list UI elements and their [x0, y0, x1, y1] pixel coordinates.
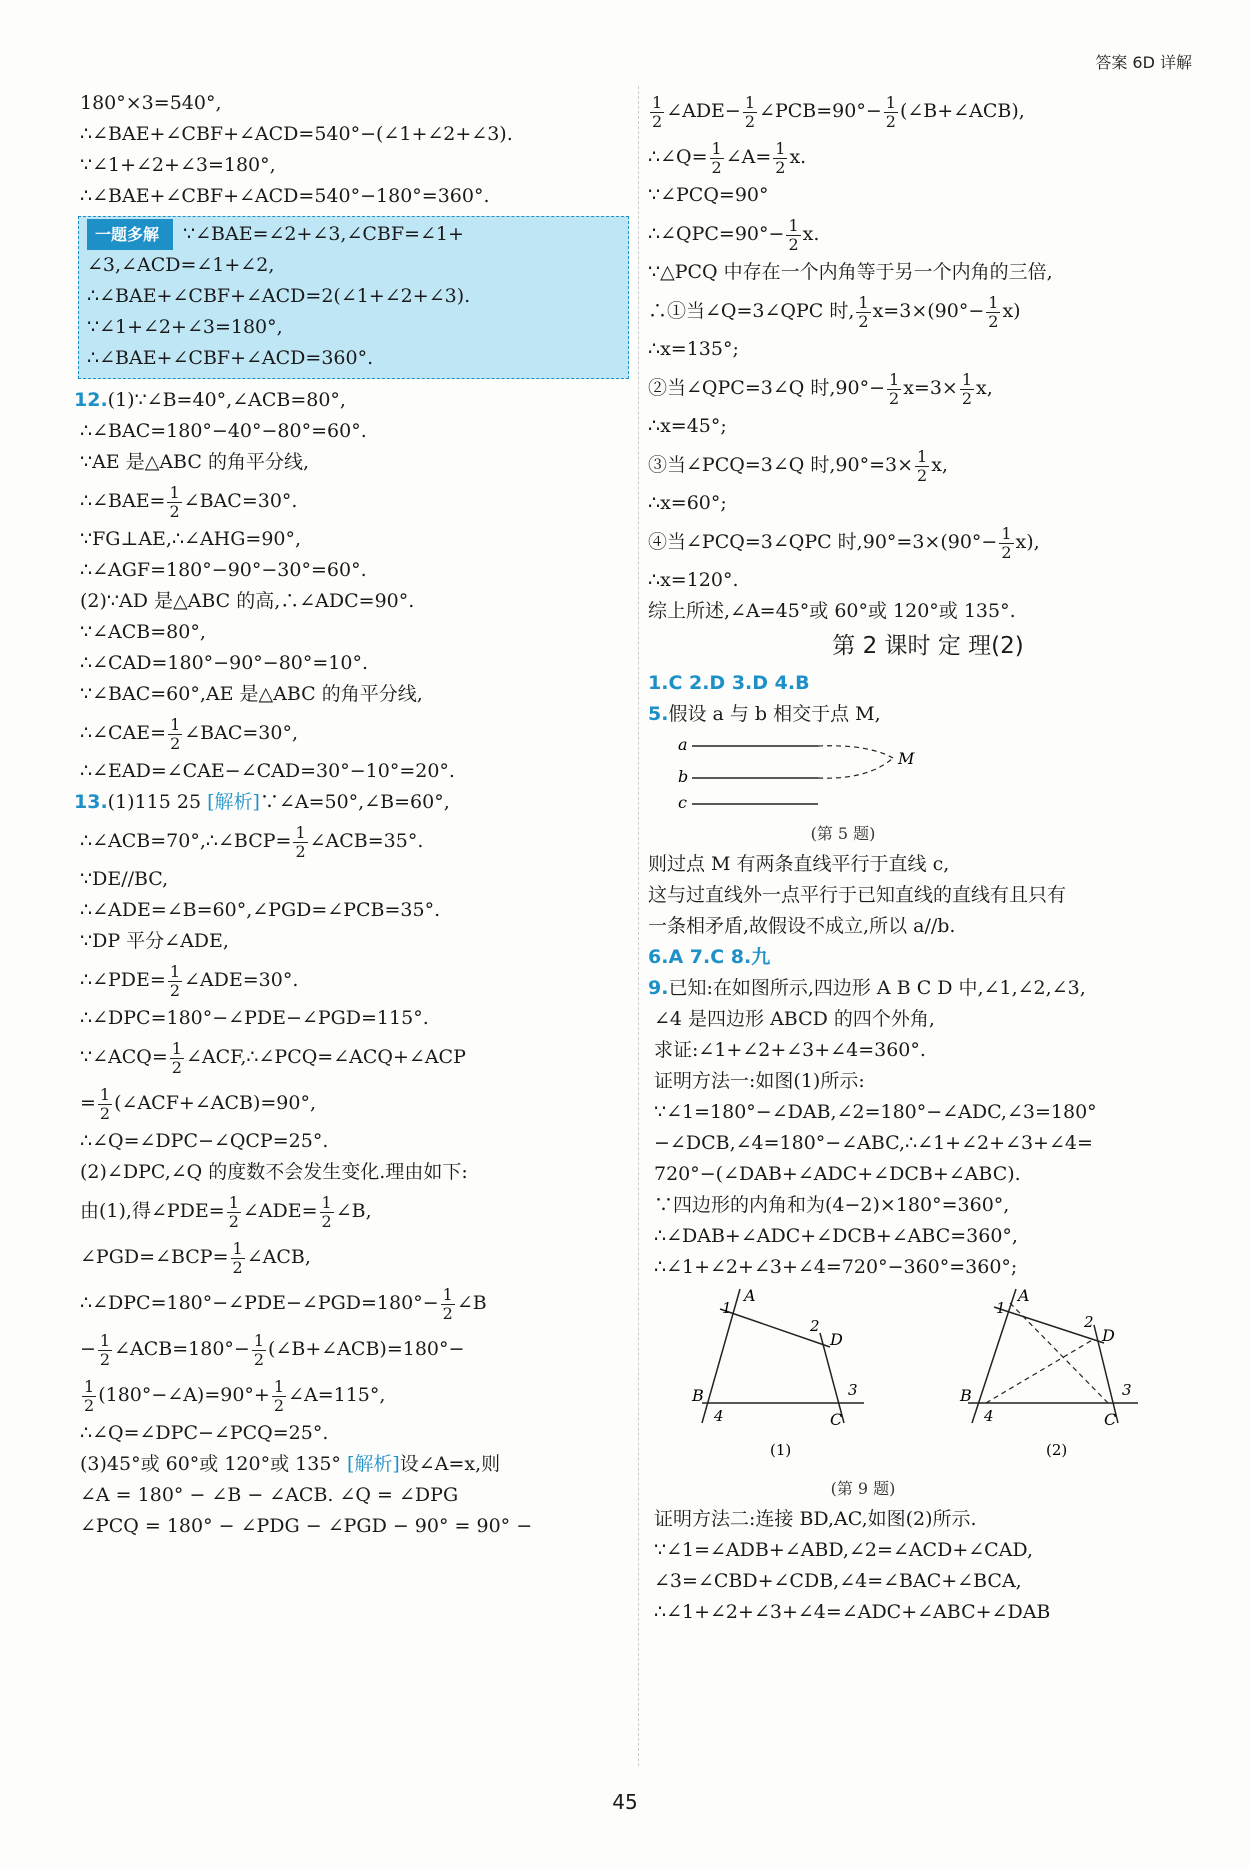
fraction: $\frac{1}{2}$: [232, 1238, 243, 1277]
svg-text:A: A: [1018, 1286, 1030, 1305]
question-number: 13.: [74, 791, 108, 813]
math-line: ④当∠PCQ=3∠QPC 时,90°=3×(90°− $\frac{1}{2}$ x),: [648, 523, 1040, 562]
text-line: ∵AE 是△ABC 的角平分线,: [80, 451, 309, 473]
page-number: 45: [612, 1790, 638, 1814]
fraction: $\frac{1}{2}$: [228, 1192, 239, 1231]
fig5-label-a: a: [678, 735, 688, 754]
fraction: $\frac{1}{2}$: [169, 961, 181, 1000]
text-line: ∵四边形的内角和为(4−2)×180°=360°,: [654, 1194, 1010, 1216]
text-line: ∵DP 平分∠ADE,: [80, 930, 229, 952]
text-line: ∴∠Q=∠DPC−∠PCQ=25°.: [80, 1422, 329, 1444]
text-line: ∴∠BAC=180°−40°−80°=60°.: [80, 420, 367, 442]
text-line: ∴x=60°;: [648, 492, 727, 514]
analysis-tag: [解析]: [346, 1453, 400, 1475]
figure-caption: (第 5 题): [810, 824, 876, 843]
question-number: 9.: [648, 977, 669, 999]
text-line: ∠4 是四边形 ABCD 的四个外角,: [654, 1008, 935, 1030]
math-line: ②当∠QPC=3∠Q 时,90°− $\frac{1}{2}$ x=3× $\frac{1}{2}$ x,: [648, 369, 993, 408]
analysis-tag: [解析]: [207, 791, 260, 813]
fraction: $\frac{1}{2}$: [99, 1330, 111, 1369]
math-line: ③当∠PCQ=3∠Q 时,90°=3× $\frac{1}{2}$ x,: [648, 446, 948, 485]
fig9-sub-2: (2): [1046, 1441, 1068, 1459]
text-line: ∴∠BAE+∠CBF+∠ACD=2(∠1+∠2+∠3).: [87, 285, 471, 307]
svg-text:B: B: [692, 1386, 704, 1405]
text-line: 720°−(∠DAB+∠ADC+∠DCB+∠ABC).: [654, 1163, 1021, 1185]
svg-text:C: C: [1104, 1410, 1117, 1429]
text-line: ∠A = 180° − ∠B − ∠ACB. ∠Q = ∠DPG: [80, 1484, 459, 1506]
svg-text:1: 1: [996, 1299, 1006, 1317]
text-line: ∴x=135°;: [648, 338, 739, 360]
math-line: ∠PGD=∠BCP= $\frac{1}{2}$ ∠ACB,: [80, 1238, 311, 1277]
figure-5: [648, 730, 1208, 808]
svg-text:B: B: [960, 1386, 972, 1405]
svg-text:1: 1: [722, 1299, 732, 1317]
svg-text:2: 2: [1084, 1313, 1094, 1331]
fraction: $\frac{1}{2}$: [171, 1038, 182, 1077]
fraction: $\frac{1}{2}$: [321, 1192, 332, 1231]
text-line: ∵∠BAC=60°,AE 是△ABC 的角平分线,: [80, 683, 423, 705]
text-line: ∴∠BAE+∠CBF+∠ACD=540°−180°=360°.: [80, 185, 490, 207]
text-line: ∴∠DPC=180°−∠PDE−∠PGD=115°.: [80, 1007, 429, 1029]
text-line: ∵FG⊥AE,∴∠AHG=90°,: [80, 528, 302, 550]
text-line: ∵∠1=∠ADB+∠ABD,∠2=∠ACD+∠CAD,: [654, 1539, 1034, 1561]
question-number: 5.: [648, 703, 669, 725]
fraction: $\frac{1}{2}$: [295, 822, 306, 861]
text-line: ∴∠CAD=180°−90°−80°=10°.: [80, 652, 369, 674]
math-line: $\frac{1}{2}$ (180°−∠A)=90°+ $\frac{1}{2}$ ∠A=115°,: [84, 1376, 386, 1415]
fraction: $\frac{1}{2}$: [273, 1376, 285, 1415]
fraction: $\frac{1}{2}$: [858, 292, 869, 331]
fraction: $\frac{1}{2}$: [711, 138, 722, 177]
fraction: $\frac{1}{2}$: [889, 369, 900, 408]
fraction: $\frac{1}{2}$: [988, 292, 999, 331]
left-column: 180°×3=540°, ∴∠BAE+∠CBF+∠ACD=540°−(∠1+∠2+∠3). ∵∠1+∠2+∠3=180°, ∴∠BAE+∠CBF+∠ACD=540°−180°=360°. 一题多解 ∵∠BAE=∠2+∠3,∠CBF=∠1+ ∠3,∠ACD=∠1+∠2, ∴∠BAE+∠CBF+∠ACD=2(∠1+∠2+∠3). ∵∠1+∠2+∠3=180°, ∴∠BAE+∠CBF+∠ACD=360°. 12.(1)∵∠B=40°,∠ACB=80°, ∴∠BAC=180°−40°−80°=60°. ∵AE 是△ABC 的角平分线, ∴∠BAE= $\frac{1}{2}$ ∠BAC=30°. ∵FG⊥AE,∴∠AHG=90°, ∴∠AGF=180°−90°−30°=60°. (2)∵AD 是△ABC 的高,∴∠ADC=90°. ∵∠ACB=80°, ∴∠CAD=180°−90°−80°=10°. ∵∠BAC=60°,AE 是△ABC 的角平分线, ∴∠CAE= $\frac{1}{2}$ ∠BAC=30°, ∴∠EAD=∠CAE−∠CAD=30°−10°=20°. 13.(1)115 25 [解析]∵∠A=50°,∠B=60°, ∴∠ACB=70°,∴∠BCP= $\frac{1}{2}$ ∠ACB=35°. ∵DE//BC, ∴∠ADE=∠B=60°,∠PGD=∠PCB=35°. ∵DP 平分∠ADE, ∴∠PDE= $\frac{1}{2}$ ∠ADE=30°. ∴∠DPC=180°−∠PDE−∠PGD=115°. ∵∠ACQ= $\frac{1}{2}$ ∠ACF,∴∠PCQ=∠ACQ+∠ACP = $\frac{1}{2}$ (∠ACF+∠ACB)=90°, ∴∠Q=∠DPC−∠QCP=25°. (2)∠DPC,∠Q 的度数不会发生变化.理由如下: 由(1),得∠PDE= $\frac{1}{2}$ ∠ADE= $\frac{1}{2}$ ∠B, ∠PGD=∠BCP= $\frac{1}{2}$ ∠ACB, ∴∠DPC=180°−∠PDE−∠PGD=180°− $\frac{1}{2}$ ∠B − $\frac{1}{2}$ ∠ACB=180°− $\frac{1}{2}$ (∠B+∠ACB)=180°− $\frac{1}{2}$ (180°−∠A)=90°+ $\frac{1}{2}$ ∠A=115°, ∴∠Q=∠DPC−∠PCQ=25°. (3)45°或 60°或 120°或 135° [解析]设∠A=x,则 ∠A = 180° − ∠B − ∠ACB. ∠Q = ∠DPG ∠PCQ = 180° − ∠PDG − ∠PGD − 90° = 90° −: [74, 88, 629, 1542]
fig9-quad-2: [959, 1286, 1138, 1429]
text-line: ∵∠ACB=80°,: [80, 621, 206, 643]
text-line: ∴∠EAD=∠CAE−∠CAD=30°−10°=20°.: [80, 760, 455, 782]
svg-text:4: 4: [714, 1407, 724, 1425]
math-line: $\frac{1}{2}$ ∠ADE− $\frac{1}{2}$ ∠PCB=90°− $\frac{1}{2}$ (∠B+∠ACB),: [652, 92, 1025, 131]
fraction: $\frac{1}{2}$: [99, 1084, 111, 1123]
fraction: $\frac{1}{2}$: [253, 1330, 265, 1369]
text-line: 证明方法一:如图(1)所示:: [654, 1070, 865, 1092]
text-line: −∠DCB,∠4=180°−∠ABC,∴∠1+∠2+∠3+∠4=: [654, 1132, 1093, 1154]
text-line: 综上所述,∠A=45°或 60°或 120°或 135°.: [648, 600, 1016, 622]
svg-text:D: D: [830, 1330, 843, 1349]
math-line: ∴∠PDE= $\frac{1}{2}$ ∠ADE=30°.: [80, 961, 299, 1000]
fraction: $\frac{1}{2}$: [170, 714, 181, 753]
text-line: ∵∠BAE=∠2+∠3,∠CBF=∠1+: [183, 223, 464, 245]
fraction: $\frac{1}{2}$: [1001, 523, 1012, 562]
lesson-heading: 第 2 课时 定 理(2): [832, 633, 1024, 659]
fraction: $\frac{1}{2}$: [744, 92, 756, 131]
text-line: ∵∠1+∠2+∠3=180°,: [80, 154, 276, 176]
text-line: ∴∠ADE=∠B=60°,∠PGD=∠PCB=35°.: [80, 899, 441, 921]
math-line: ∴①当∠Q=3∠QPC 时, $\frac{1}{2}$ x=3×(90°− $\frac{1}{2}$ x): [648, 292, 1021, 331]
math-line: ∴∠Q= $\frac{1}{2}$ ∠A= $\frac{1}{2}$ x.: [648, 138, 807, 177]
text-line: ∵∠PCQ=90°: [648, 184, 769, 206]
alt-solution-tag: 一题多解: [87, 219, 173, 250]
svg-text:2: 2: [810, 1317, 820, 1335]
math-line: ∴∠BAE= $\frac{1}{2}$ ∠BAC=30°.: [80, 482, 298, 521]
text-line: (2)∠DPC,∠Q 的度数不会发生变化.理由如下:: [80, 1161, 468, 1183]
column-divider: [638, 86, 639, 1766]
text-line: ∠3=∠CBD+∠CDB,∠4=∠BAC+∠BCA,: [654, 1570, 1022, 1592]
svg-text:4: 4: [984, 1407, 994, 1425]
math-line: ∴∠QPC=90°− $\frac{1}{2}$ x.: [648, 215, 820, 254]
question-number: 12.: [74, 389, 108, 411]
svg-text:3: 3: [1122, 1381, 1132, 1399]
text-line: ∵DE//BC,: [80, 868, 169, 890]
fig5-label-c: c: [678, 793, 687, 808]
fig9-sub-1: (1): [770, 1441, 792, 1459]
fraction: $\frac{1}{2}$: [917, 446, 928, 485]
svg-text:C: C: [830, 1410, 843, 1429]
svg-text:3: 3: [848, 1381, 858, 1399]
fraction: $\frac{1}{2}$: [442, 1284, 453, 1323]
math-line: ∴∠ACB=70°,∴∠BCP= $\frac{1}{2}$ ∠ACB=35°.: [80, 822, 424, 861]
right-column: $\frac{1}{2}$ ∠ADE− $\frac{1}{2}$ ∠PCB=90°− $\frac{1}{2}$ (∠B+∠ACB), ∴∠Q= $\frac{1}{2}$ ∠A= $\frac{1}{2}$ x. ∵∠PCQ=90° ∴∠QPC=90°− $\frac{1}{2}$ x. ∵△PCQ 中存在一个内角等于另一个内角的三倍, ∴①当∠Q=3∠QPC 时, $\frac{1}{2}$ x=3×(90°− $\frac{1}{2}$ x) ∴x=135°; ②当∠QPC=3∠Q 时,90°− $\frac{1}{2}$ x=3× $\frac{1}{2}$ x, ∴x=45°; ③当∠PCQ=3∠Q 时,90°=3× $\frac{1}{2}$ x, ∴x=60°; ④当∠PCQ=3∠QPC 时,90°=3×(90°− $\frac{1}{2}$ x), ∴x=120°. 综上所述,∠A=45°或 60°或 120°或 135°. 第 2 课时 定 理(2) 1.C 2.D 3.D 4.B 5.假设 a 与 b 相交于点 M, a b c M (第 5 题) 则过点 M 有两条直线平行于直线 c, 这与过直线外一点平行于已知直线的直线有且只有 一条相矛盾,故假设不成立,所以 a//b. 6.A 7.C 8.九 9.已知:在如图所示,四边形 A B C D 中,∠1,∠2,∠3, ∠4 是四边形 ABCD 的四个外角, 求证:∠1+∠2+∠3+∠4=360°. 证明方法一:如图(1)所示: ∵∠1=180°−∠DAB,∠2=180°−∠ADC,∠3=180° −∠DCB,∠4=180°−∠ABC,∴∠1+∠2+∠3+∠4= 720°−(∠DAB+∠ADC+∠DCB+∠ABC). ∵四边形的内角和为(4−2)×180°=360°, ∴∠DAB+∠ADC+∠DCB+∠ABC=360°, ∴∠1+∠2+∠3+∠4=720°−360°=360°; A 1 D 2 B 4 C 3 A 1 D 2 B 4 C 3 (1) (2) (第 9 题) 证明方法二:连接 BD,AC,如图(2)所示. ∵∠1=∠ADB+∠ABD,∠2=∠ACD+∠CAD, ∠3=∠CBD+∠CDB,∠4=∠BAC+∠BCA, ∴∠1+∠2+∠3+∠4=∠ADC+∠ABC+∠DAB: [648, 88, 1208, 1628]
svg-text:D: D: [1102, 1326, 1115, 1345]
text-line: (1)∵∠B=40°,∠ACB=80°,: [107, 389, 346, 411]
page-header: 答案 6D 详解: [1095, 53, 1192, 72]
fig5-label-b: b: [678, 767, 689, 786]
fig5-label-m: M: [898, 749, 915, 768]
answers-line: 6.A 7.C 8.九: [648, 946, 771, 968]
text-line: ∴x=120°.: [648, 569, 739, 591]
text-line: ∴∠DAB+∠ADC+∠DCB+∠ABC=360°,: [654, 1225, 1018, 1247]
math-line: − $\frac{1}{2}$ ∠ACB=180°− $\frac{1}{2}$ (∠B+∠ACB)=180°−: [80, 1330, 465, 1369]
text-line: 求证:∠1+∠2+∠3+∠4=360°.: [654, 1039, 926, 1061]
text-line: ∵△PCQ 中存在一个内角等于另一个内角的三倍,: [648, 261, 1053, 283]
figure-9: [648, 1283, 1208, 1463]
fraction: $\frac{1}{2}$: [84, 1376, 95, 1415]
text-line: ∴∠1+∠2+∠3+∠4=∠ADC+∠ABC+∠DAB: [654, 1601, 1051, 1623]
text-line: ∴∠BAE+∠CBF+∠ACD=360°.: [87, 347, 374, 369]
fraction: $\frac{1}{2}$: [885, 92, 896, 131]
answers-line: 1.C 2.D 3.D 4.B: [648, 672, 810, 694]
math-line: ∴∠CAE= $\frac{1}{2}$ ∠BAC=30°,: [80, 714, 299, 753]
fraction: $\frac{1}{2}$: [169, 482, 180, 521]
text-line: (2)∵AD 是△ABC 的高,∴∠ADC=90°.: [80, 590, 415, 612]
text-line: ∠3,∠ACD=∠1+∠2,: [87, 254, 275, 276]
math-line: ∵∠ACQ= $\frac{1}{2}$ ∠ACF,∴∠PCQ=∠ACQ+∠ACP: [80, 1038, 466, 1077]
text-line: 则过点 M 有两条直线平行于直线 c,: [648, 853, 950, 875]
text-line: ∴∠BAE+∠CBF+∠ACD=540°−(∠1+∠2+∠3).: [80, 123, 513, 145]
math-line: ∴∠DPC=180°−∠PDE−∠PGD=180°− $\frac{1}{2}$ ∠B: [80, 1284, 487, 1323]
text-line: 180°×3=540°,: [80, 92, 222, 114]
text-line: ∴x=45°;: [648, 415, 727, 437]
fraction: $\frac{1}{2}$: [961, 369, 973, 408]
text-line: ∴∠Q=∠DPC−∠QCP=25°.: [80, 1130, 329, 1152]
text-line: ∠PCQ = 180° − ∠PDG − ∠PGD − 90° = 90° −: [80, 1515, 533, 1537]
fraction: $\frac{1}{2}$: [652, 92, 663, 131]
math-line: 由(1),得∠PDE= $\frac{1}{2}$ ∠ADE= $\frac{1}{2}$ ∠B,: [80, 1192, 372, 1231]
text-line: 一条相矛盾,故假设不成立,所以 a//b.: [648, 915, 956, 937]
fraction: $\frac{1}{2}$: [788, 215, 799, 254]
svg-text:A: A: [744, 1286, 756, 1305]
alt-solution-box: [78, 216, 629, 379]
fraction: $\frac{1}{2}$: [775, 138, 786, 177]
math-line: = $\frac{1}{2}$ (∠ACF+∠ACB)=90°,: [80, 1084, 316, 1123]
text-line: ∵∠1+∠2+∠3=180°,: [87, 316, 283, 338]
fig9-quad-1: [691, 1286, 864, 1429]
text-line: 证明方法二:连接 BD,AC,如图(2)所示.: [654, 1508, 977, 1530]
figure-caption: (第 9 题): [830, 1479, 896, 1498]
fig5-line-a-ext: [818, 746, 893, 758]
text-line: ∴∠1+∠2+∠3+∠4=720°−360°=360°;: [654, 1256, 1018, 1278]
fig5-line-b-ext: [818, 758, 893, 778]
text-line: ∵∠1=180°−∠DAB,∠2=180°−∠ADC,∠3=180°: [654, 1101, 1097, 1123]
text-line: ∴∠AGF=180°−90°−30°=60°.: [80, 559, 367, 581]
text-line: 这与过直线外一点平行于已知直线的直线有且只有: [648, 884, 1067, 906]
